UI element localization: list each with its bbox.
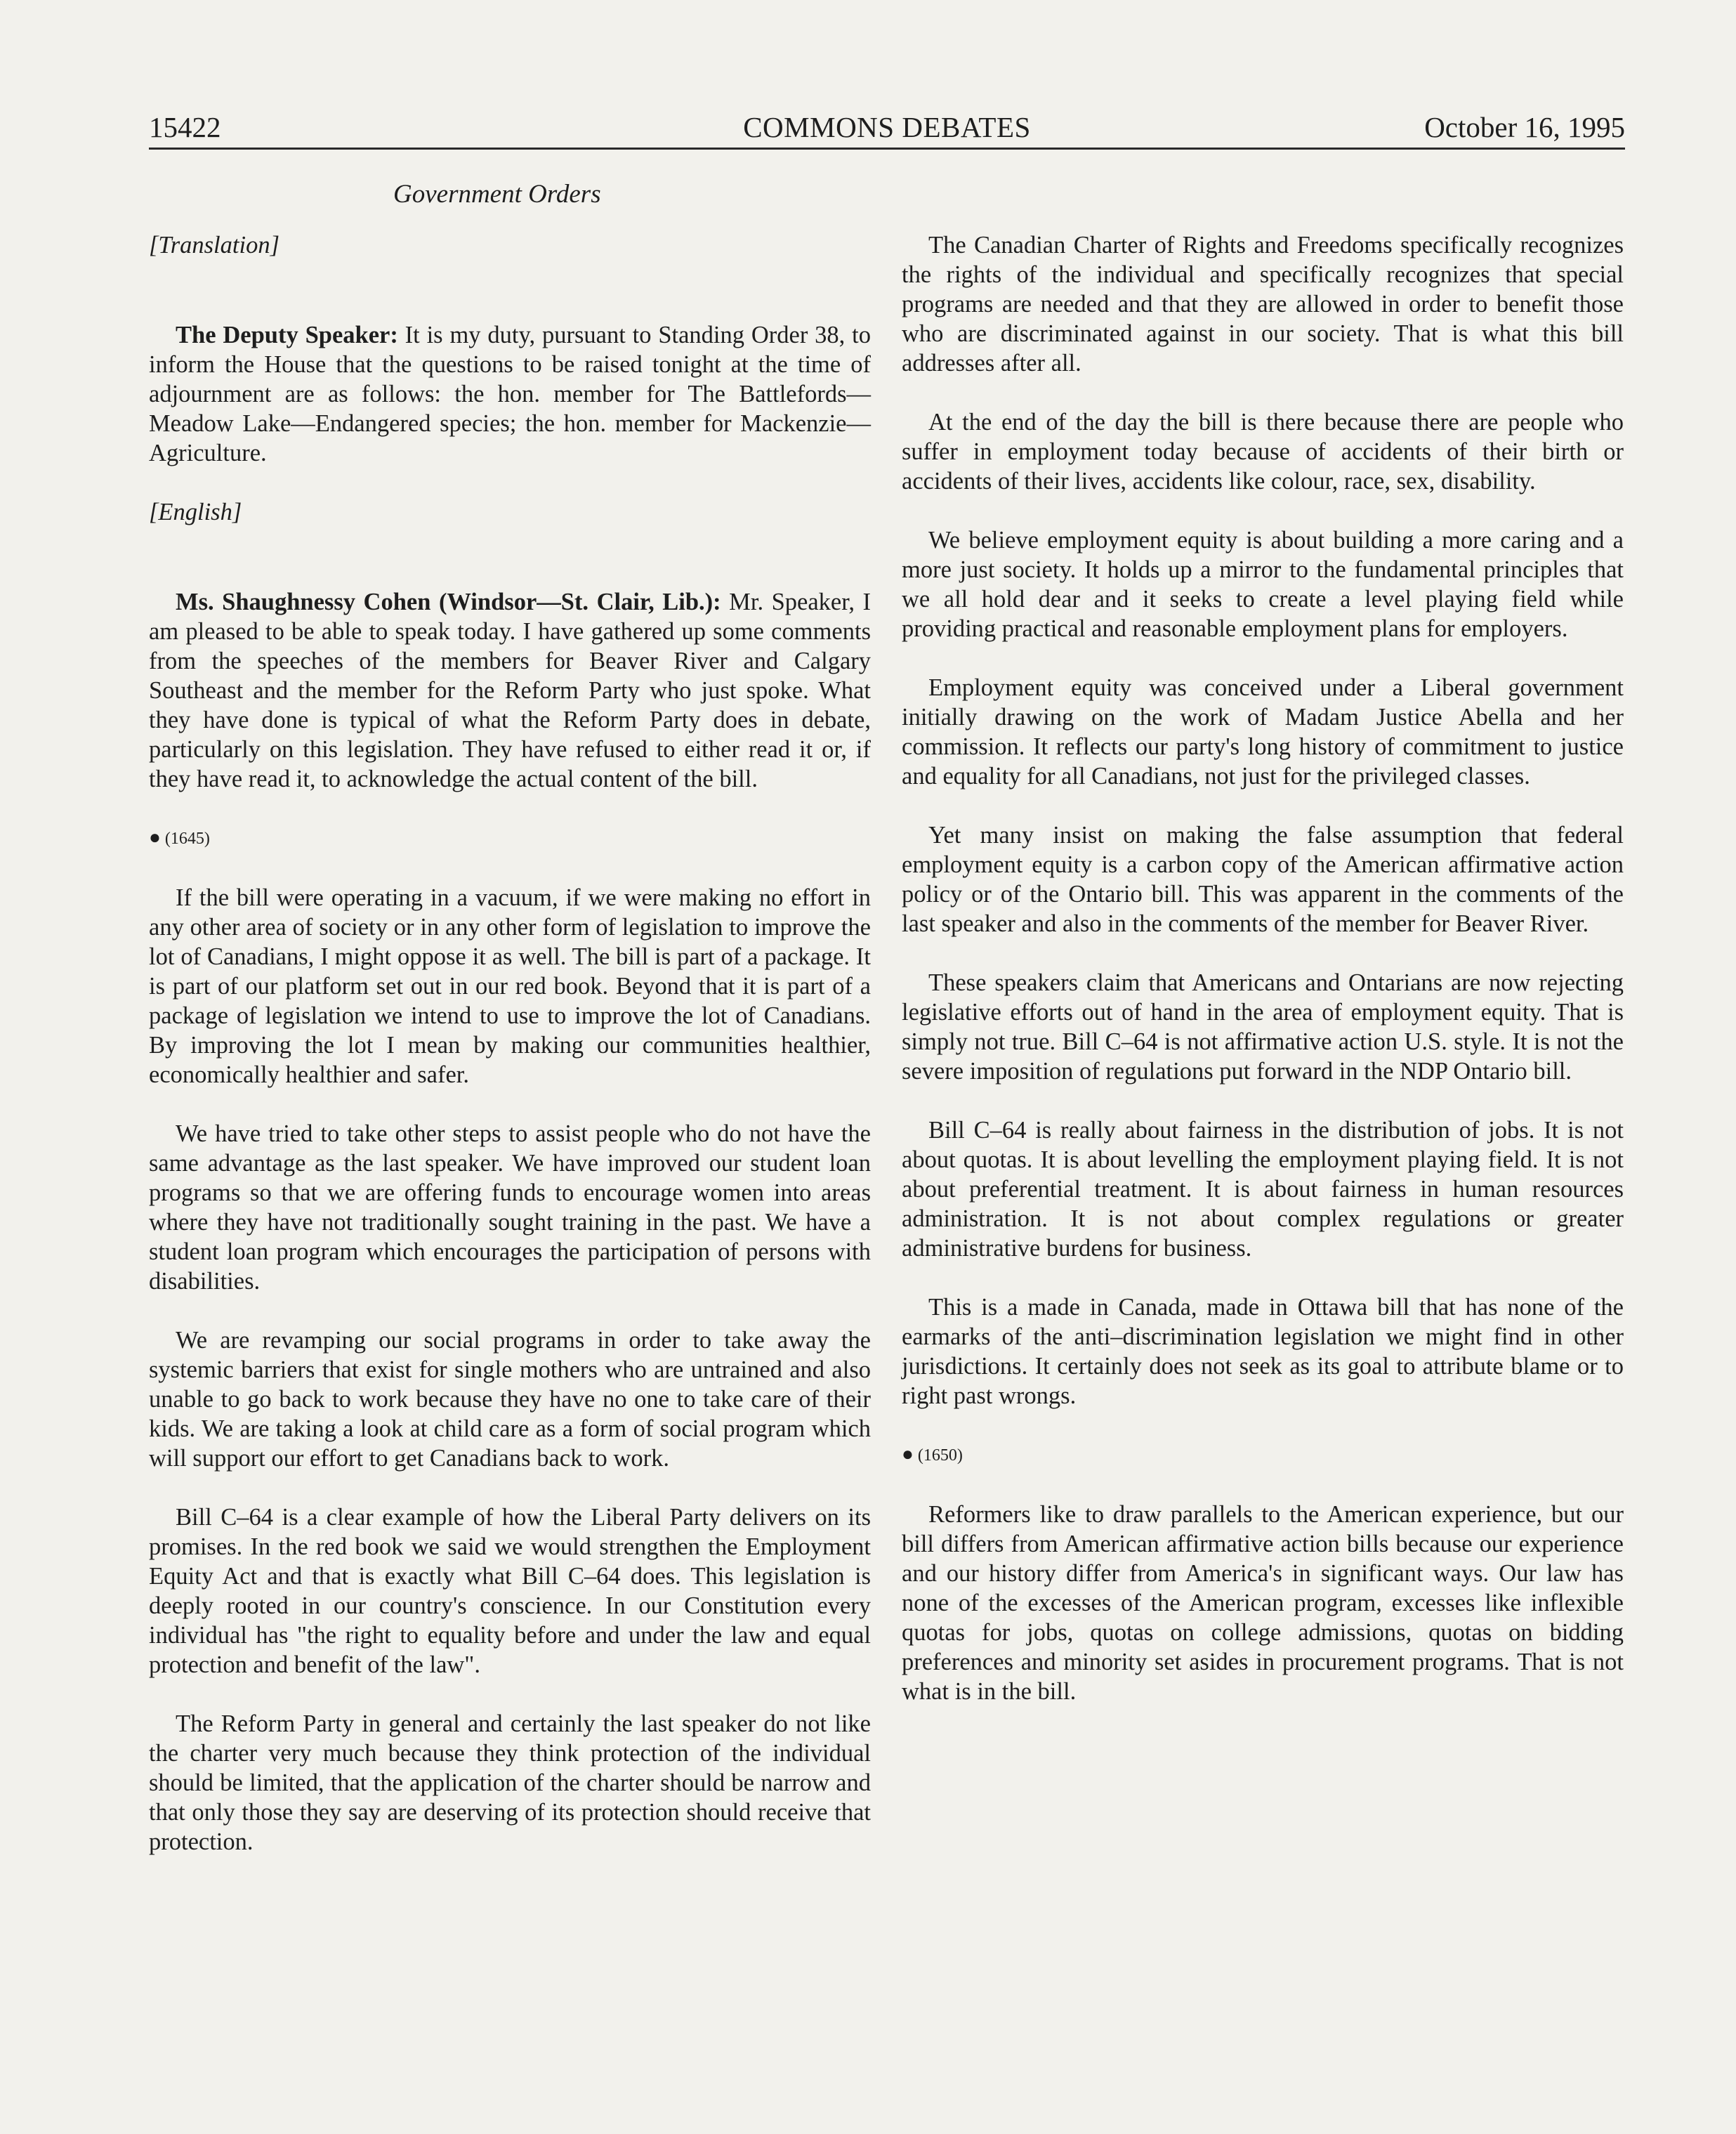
page-header — [149, 108, 1625, 146]
translation-tag: [Translation] — [149, 232, 280, 258]
publication-title: COMMONS DEBATES — [743, 111, 1031, 143]
paragraph: At the end of the day the bill is there because there are people who suffer in employment today because of accidents of their birth or accidents of their lives, accidents like colour, race, sex, disability. — [902, 409, 1624, 495]
paragraph: We have tried to take other steps to assist people who do not have the same advantage as the last speaker. We have improved our student loan programs so that we are offering funds to encourage women into areas where they have not traditionally sought training in the past. We have a student loan program which encourages the participation of persons with disabilities. — [149, 1120, 871, 1295]
paragraph: Bill C–64 is really about fairness in the distribution of jobs. It is not about quotas. It is about levelling the employment playing field. It is not about preferential treatment. It is about fairness in human resources administration. It is not about complex regulations or greater administrative burdens for business. — [902, 1117, 1624, 1262]
header-rule — [149, 148, 1625, 150]
deputy-speaker-paragraph — [149, 320, 871, 468]
english-tag: [English] — [149, 499, 242, 525]
paragraph: The Reform Party in general and certainly the last speaker do not like the charter very much because they think protection of the individual should be limited, that the application of the charter should be narrow and that only those they say are deserving of its protection should receive that protection. — [149, 1710, 871, 1855]
paragraph: This is a made in Canada, made in Ottawa bill that has none of the earmarks of the anti–discrimination legislation we might find in other jurisdictions. It certainly does not seek as its goal to attribute blame or to right past wrongs. — [902, 1294, 1624, 1409]
bullet-icon: ● — [149, 827, 161, 849]
paragraph: We are revamping our social programs in order to take away the systemic barriers that exist for single mothers who are untrained and also unable to go back to work because they have no one to take care of their kids. We are taking a look at child care as a form of social program which will support our effort to get Canadians back to work. — [149, 1327, 871, 1472]
time-marker: ● (1650) — [902, 1444, 963, 1465]
paragraph: Yet many insist on making the false assumption that federal employment equity is a carbon copy of the American affirmative action policy or of the Ontario bill. This was apparent in the comments of the last speaker and also in the comments of the member for Beaver River. — [902, 822, 1624, 937]
paragraph: If the bill were operating in a vacuum, if we were making no effort in any other area of society or in any other form of legislation to improve the lot of Canadians, I might oppose it as well. The bill is part of a package. It is part of our platform set out in our red book. Beyond that it is part of a package of legislation we intend to use to improve the lot of Canadians. By improving the lot I mean by making our communities healthier, economically healthier and safer. — [149, 884, 871, 1088]
speaker-name: Ms. Shaughnessy Cohen (Windsor—St. Clair, Lib.): — [176, 589, 721, 615]
paragraph: The Canadian Charter of Rights and Freedoms specifically recognizes the rights of the individual and specifically recognizes that special programs are needed and that they are allowed in order to benefit those who are discriminated against in our society. That is what this bill addresses after all. — [902, 232, 1624, 377]
right-column — [902, 230, 1624, 1736]
time-marker: ● (1645) — [149, 827, 210, 849]
publication-date: October 16, 1995 — [1424, 111, 1625, 143]
cohen-paragraph — [149, 587, 871, 794]
left-column — [149, 230, 871, 1886]
paragraph: We believe employment equity is about building a more caring and a more just society. It holds up a mirror to the fundamental principles that we all hold dear and it seeks to create a level playing field while providing practical and reasonable employment plans for employers. — [902, 527, 1624, 642]
section-heading: Government Orders — [393, 180, 601, 209]
bullet-icon: ● — [902, 1444, 914, 1465]
speaker-text: Mr. Speaker, I am pleased to be able to speak today. I have gathered up some comments from the speeches of the members for Beaver River and Calgary Southeast and the member for the Reform Party who just spoke. What they have done is typical of what the Reform Party does in debate, particularly on this legislation. They have refused to either read it or, if they have read it, to acknowledge the actual content of the bill. — [149, 589, 871, 792]
paragraph: Reformers like to draw parallels to the American experience, but our bill differs from American affirmative action bills because our experience and our history differ from America's in significant ways. Our law has none of the excesses of the American program, excesses like inflexible quotas for jobs, quotas on college admissions, quotas on bidding preferences and minority set asides in procurement programs. That is not what is in the bill. — [902, 1501, 1624, 1705]
speaker-text: It is my duty, pursuant to Standing Order 38, to inform the House that the questions to be raised tonight at the time of adjournment are as follows: the hon. member for The Battlefords—Meadow Lake—Endangered species; the hon. member for Mackenzie—Agriculture. — [149, 322, 872, 466]
page-number: 15422 — [149, 111, 221, 143]
paragraph: These speakers claim that Americans and Ontarians are now rejecting legislative efforts out of hand in the area of employment equity. That is simply not true. Bill C–64 is not affirmative action U.S. style. It is not the severe imposition of regulations put forward in the NDP Ontario bill. — [902, 969, 1624, 1085]
paragraph: Bill C–64 is a clear example of how the Liberal Party delivers on its promises. In the red book we said we would strengthen the Employment Equity Act and that is exactly what Bill C–64 does. This legislation is deeply rooted in our country's conscience. In our Constitution every individual has "the right to equality before and under the law and equal protection and benefit of the law". — [149, 1504, 871, 1678]
speaker-name: The Deputy Speaker: — [176, 322, 398, 348]
paragraph: Employment equity was conceived under a Liberal government initially drawing on the work of Madam Justice Abella and her commission. It reflects our party's long history of commitment to justice and equality for all Canadians, not just for the privileged classes. — [902, 674, 1624, 790]
